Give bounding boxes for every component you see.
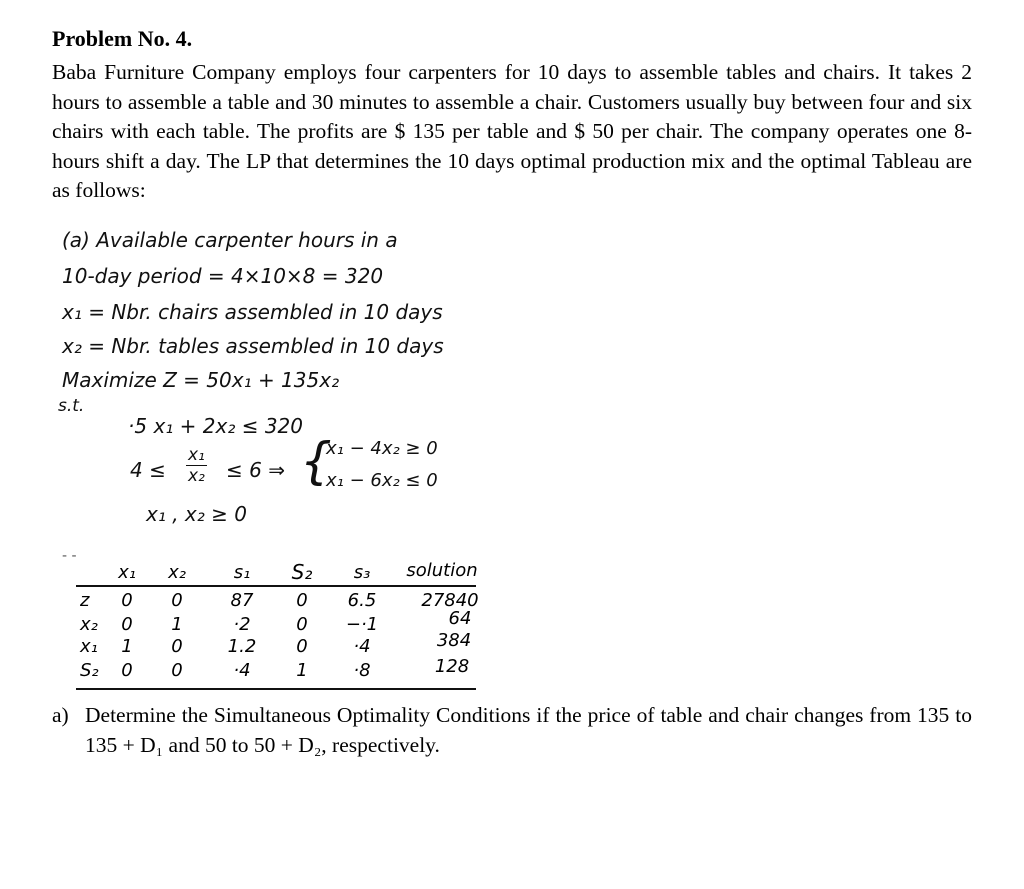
tableau-cell: 0: [171, 660, 183, 681]
hw-ratio-upper: ≤ 6 ⇒: [226, 458, 285, 482]
tableau-header: s₃: [353, 562, 371, 583]
tableau-cell: 27840: [421, 590, 479, 611]
tableau-row-label: x₁: [80, 636, 98, 657]
tableau-cell: 0: [171, 636, 183, 657]
hw-x1-definition: x₁ = Nbr. chairs assembled in 10 days: [62, 300, 443, 324]
tableau-cell: 0: [296, 590, 308, 611]
tableau-row-label: S₂: [80, 660, 99, 681]
tableau-cell: 6.5: [347, 590, 377, 611]
tableau-header: x₁: [118, 562, 136, 583]
tableau-cell: 1.2: [227, 636, 257, 657]
tableau-cell: ·4: [353, 636, 371, 657]
tableau-cell: 0: [296, 614, 308, 635]
tableau-cell: 0: [171, 590, 183, 611]
tableau-cell: 1: [171, 614, 183, 635]
question-text: Determine the Simultaneous Optimality Conditions if the price of table and chair changes from 135 to 135 + D₁ and 50 to 50 + D₂, respectively.: [85, 703, 972, 757]
tableau-cell: 0: [296, 636, 308, 657]
hw-ratio-constraint-b: x₁ − 6x₂ ≤ 0: [326, 470, 438, 491]
optimal-tableau: [62, 548, 482, 694]
tableau-row-label: x₂: [80, 614, 98, 635]
hw-nonnegativity: x₁ , x₂ ≥ 0: [146, 502, 247, 526]
tableau-cell: 64: [448, 608, 472, 629]
hw-ratio-numerator: x₁: [188, 445, 205, 465]
question-label: a): [52, 703, 69, 727]
hw-constraint-hours: ·5 x₁ + 2x₂ ≤ 320: [128, 414, 303, 438]
hw-brace: {: [300, 432, 332, 490]
hw-subject-to: s.t.: [58, 396, 85, 416]
question-a: [52, 700, 972, 760]
tableau-header: solution: [406, 560, 478, 581]
tableau-header: s₁: [233, 562, 251, 583]
hw-ratio-fraction: [186, 445, 207, 486]
tableau-cell: ·2: [233, 614, 251, 635]
hw-available-hours: (a) Available carpenter hours in a: [62, 228, 398, 252]
tableau-cell: 0: [121, 590, 133, 611]
hw-objective: Maximize Z = 50x₁ + 135x₂: [62, 368, 340, 392]
tableau-cell: 1: [121, 636, 133, 657]
tableau-row-label: z: [80, 590, 90, 611]
hw-x2-definition: x₂ = Nbr. tables assembled in 10 days: [62, 334, 444, 358]
tableau-cell: 384: [436, 630, 472, 651]
hw-ratio-constraint-a: x₁ − 4x₂ ≥ 0: [326, 438, 438, 459]
hw-period-hours: 10-day period = 4×10×8 = 320: [62, 264, 384, 288]
tableau-dash-mark: - -: [62, 548, 77, 564]
tableau-cell: ·4: [233, 660, 251, 681]
tableau-header: x₂: [168, 562, 186, 583]
tableau-bottom-rule: [76, 688, 476, 690]
tableau-header-rule: [76, 585, 476, 587]
problem-title: Problem No. 4.: [52, 26, 193, 51]
hw-ratio-denominator: x₂: [188, 466, 205, 486]
tableau-header: S₂: [291, 560, 313, 584]
problem-statement: Baba Furniture Company employs four carpenters for 10 days to assemble tables and chairs. It takes 2 hours to assemble a table and 30 minutes to assemble a chair. Customers usually buy between four and six chairs with each table. The profits are $ 135 per table and $ 50 per chair. The company operates one 8-hours shift a day. The LP that determines the 10 days optimal production mix and the optimal Tableau are as follows:: [52, 60, 972, 202]
tableau-cell: ·8: [353, 660, 371, 681]
tableau-cell: 0: [121, 614, 133, 635]
tableau-cell: 128: [434, 656, 470, 677]
tableau-cell: 87: [230, 590, 254, 611]
tableau-cell: −·1: [345, 614, 379, 635]
tableau-cell: 0: [121, 660, 133, 681]
tableau-cell: 1: [296, 660, 308, 681]
hw-ratio-lower: 4 ≤: [130, 458, 166, 482]
